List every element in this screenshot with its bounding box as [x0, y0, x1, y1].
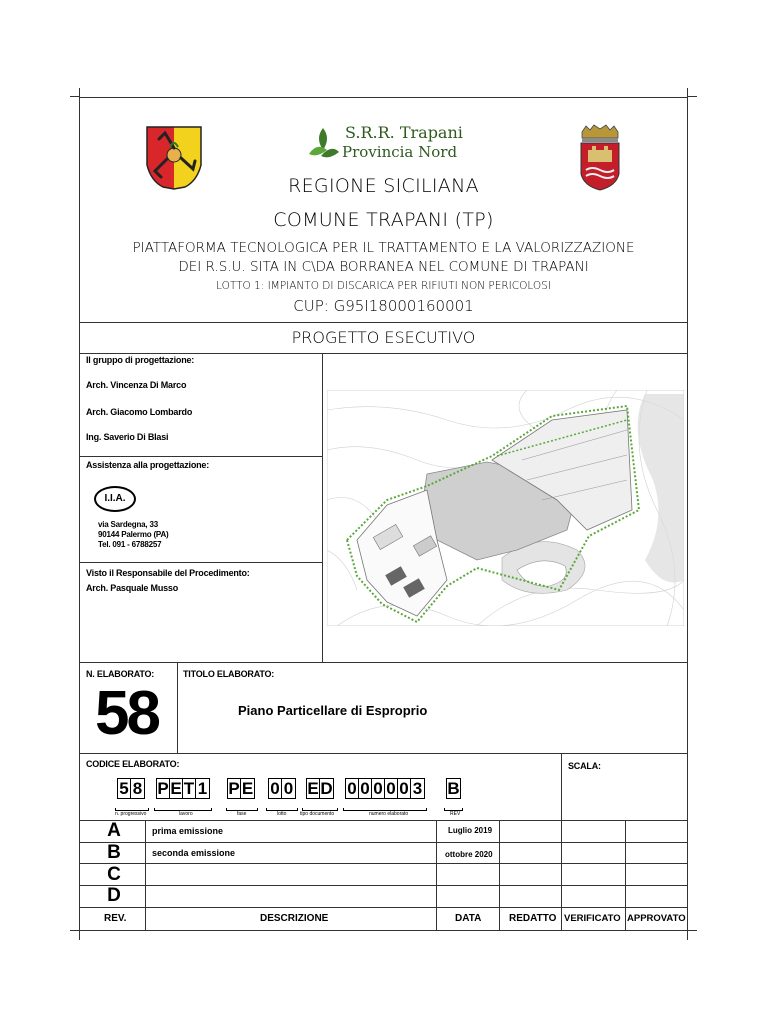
- rup-name: Arch. Pasquale Musso: [86, 583, 179, 593]
- design-team-title: Il gruppo di progettazione:: [86, 355, 195, 365]
- corner-mark: [687, 96, 697, 97]
- lotto-subtitle: LOTTO 1: IMPIANTO DI DISCARICA PER RIFIUTI NON PERICOLOSI: [216, 280, 551, 292]
- cup-code: CUP: G95I18000160001: [293, 297, 474, 315]
- corner-mark: [79, 930, 80, 940]
- header-description: DESCRIZIONE: [260, 913, 329, 924]
- design-team-member: Arch. Vincenza Di Marco: [86, 380, 187, 390]
- code-group-revision: [446, 778, 461, 799]
- site-plan-map: [327, 390, 684, 626]
- code-char: 0: [359, 779, 372, 798]
- divider: [625, 820, 626, 931]
- drawing-number-label: N. ELABORATO:: [86, 669, 155, 679]
- srr-name: S.R.R. Trapani: [345, 123, 463, 142]
- code-caption: fase: [237, 811, 247, 817]
- revision-date: Luglio 2019: [448, 826, 493, 835]
- rup-title: Visto il Responsabile del Procedimento:: [86, 568, 250, 578]
- code-caption: n. progressivo: [115, 811, 147, 817]
- divider: [80, 842, 687, 843]
- divider: [499, 820, 500, 931]
- corner-mark: [79, 88, 80, 98]
- corner-mark: [687, 930, 697, 931]
- assistance-phone: Tel. 091 - 6788257: [98, 540, 162, 549]
- design-team-member: Ing. Saverio Di Blasi: [86, 432, 169, 442]
- design-team-member: Arch. Giacomo Lombardo: [86, 407, 193, 417]
- corner-mark: [687, 930, 688, 940]
- iia-logo: I.I.A.: [94, 486, 136, 512]
- divider: [80, 820, 687, 821]
- revision-letter: C: [107, 864, 121, 885]
- code-group-lot: [268, 778, 296, 799]
- code-char: B: [447, 779, 460, 798]
- code-caption: lavoro: [179, 811, 193, 817]
- header-rev: REV.: [104, 913, 127, 924]
- code-caption: lotto: [277, 811, 287, 817]
- revision-description: prima emissione: [152, 826, 224, 836]
- code-char: 3: [412, 779, 423, 798]
- code-char: 8: [132, 779, 143, 798]
- code-char: 0: [385, 779, 398, 798]
- code-caption: numero elaborato: [369, 811, 409, 817]
- code-caption: REV: [450, 811, 461, 817]
- divider: [80, 322, 687, 323]
- revision-description: seconda emissione: [152, 848, 236, 858]
- divider: [80, 662, 687, 663]
- revision-letter: A: [107, 820, 121, 841]
- code-char: E: [241, 779, 254, 798]
- code-char: 0: [372, 779, 385, 798]
- code-char: E: [170, 779, 182, 798]
- drawing-title: Piano Particellare di Esproprio: [238, 703, 428, 718]
- divider: [80, 753, 687, 754]
- project-phase: PROGETTO ESECUTIVO: [291, 328, 476, 347]
- code-char: 5: [118, 779, 131, 798]
- divider: [80, 353, 687, 354]
- code-label: CODICE ELABORATO:: [86, 759, 180, 769]
- divider: [80, 456, 322, 457]
- divider: [322, 353, 323, 662]
- header-drafted: REDATTO: [509, 913, 557, 924]
- srr-subtitle: Provincia Nord: [342, 143, 458, 161]
- assistance-city: 90144 Palermo (PA): [98, 530, 169, 539]
- divider: [80, 907, 687, 908]
- code-caption: tipo documento: [300, 811, 335, 817]
- divider: [80, 885, 687, 886]
- leaf-icon: [307, 126, 341, 160]
- code-group-phase: [227, 778, 255, 799]
- code-char: D: [320, 779, 333, 798]
- code-group-work: [156, 778, 210, 799]
- header-date: DATA: [455, 913, 482, 924]
- divider: [177, 662, 178, 753]
- corner-mark: [687, 88, 688, 98]
- code-char: 1: [197, 779, 208, 798]
- region-title: REGIONE SICILIANA: [288, 175, 479, 197]
- divider: [80, 863, 687, 864]
- code-char: P: [228, 779, 240, 798]
- revision-date: ottobre 2020: [445, 850, 493, 859]
- code-char: T: [183, 779, 195, 798]
- code-group-progressive: [117, 778, 145, 799]
- code-group-doc-type: [306, 778, 334, 799]
- drawing-number: 58: [95, 679, 158, 748]
- scale-label: SCALA:: [568, 761, 601, 771]
- project-title-line-2: DEI R.S.U. SITA IN C\DA BORRANEA NEL COMUNE DI TRAPANI: [178, 259, 589, 275]
- code-group-doc-number: [345, 778, 425, 799]
- code-char: P: [157, 779, 169, 798]
- project-title-line-1: PIATTAFORMA TECNOLOGICA PER IL TRATTAMENTO E LA VALORIZZAZIONE: [132, 240, 635, 256]
- divider: [436, 820, 437, 931]
- header-verified: VERIFICATO: [564, 913, 621, 924]
- divider: [145, 820, 146, 931]
- code-char: E: [307, 779, 319, 798]
- drawing-title-label: TITOLO ELABORATO:: [183, 669, 275, 679]
- revision-letter: B: [107, 842, 121, 863]
- code-char: 0: [398, 779, 411, 798]
- code-char: 0: [269, 779, 282, 798]
- municipality-title: COMUNE TRAPANI (TP): [273, 209, 494, 231]
- divider: [80, 562, 322, 563]
- assistance-address: via Sardegna, 33: [98, 520, 158, 529]
- revision-letter: D: [107, 885, 121, 906]
- header-approved: APPROVATO: [627, 913, 686, 924]
- code-char: 0: [283, 779, 294, 798]
- code-char: 0: [346, 779, 359, 798]
- assistance-title: Assistenza alla progettazione:: [86, 460, 210, 470]
